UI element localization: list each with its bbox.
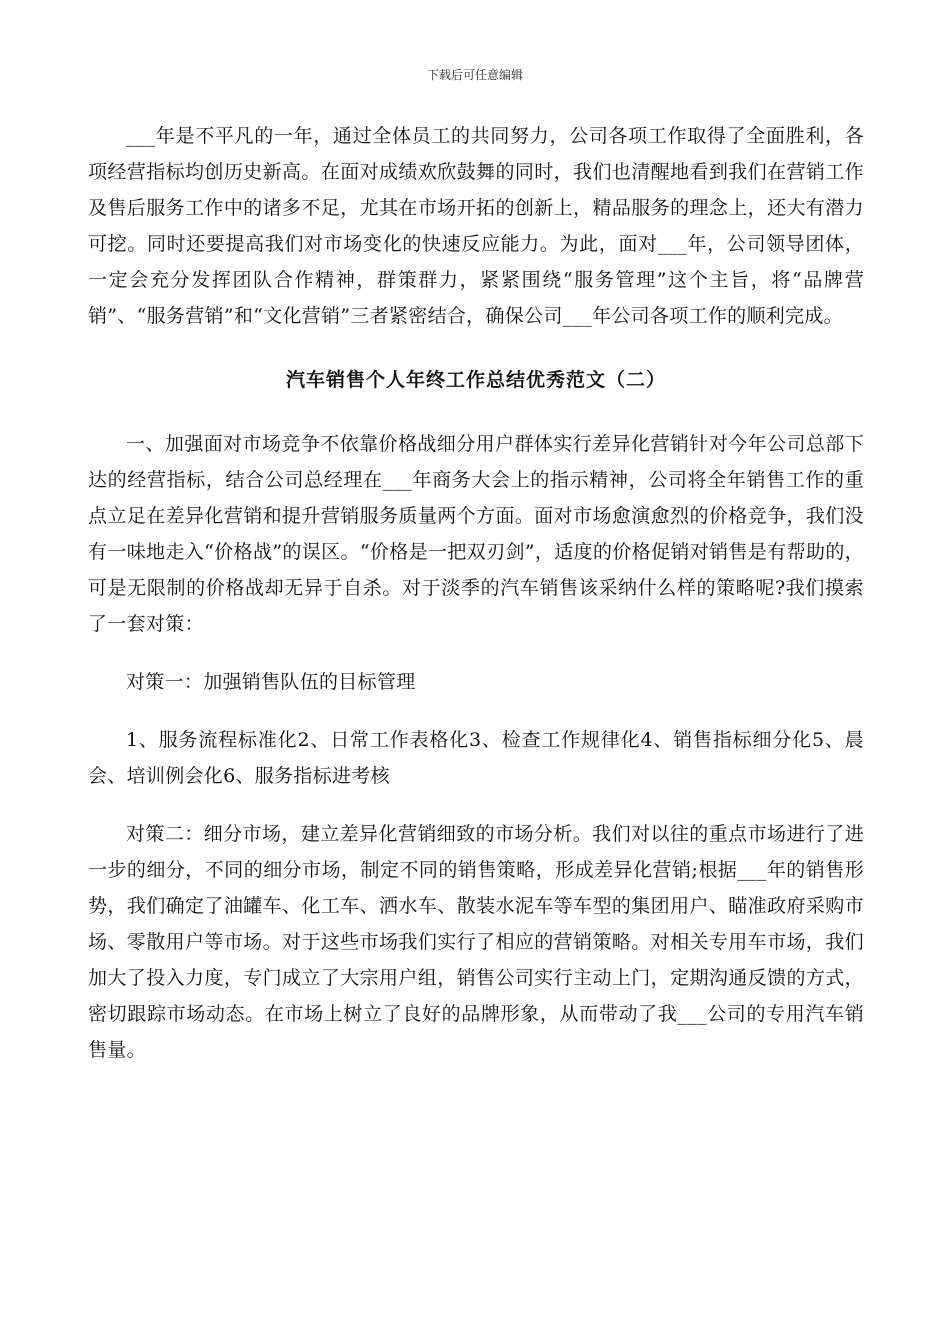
paragraph-strategy-one-heading: 对策一：加强销售队伍的目标管理: [126, 671, 416, 693]
paragraph-strategy-two: 对策二：细分市场，建立差异化营销细致的市场分析。我们对以往的重点市场进行了进一步的细分，不同的细分市场，制定不同的销售策略，形成差异化营销;根据___年的销售形势，我们确定了油罐车、化工车、洒水车、散装水泥车等车型的集团用户、瞄准政府采购市场、零散用户等市场。对于这些市场我们实行了相应的营销策略。对相关专用车市场，我们加大了投入力度，专门成立了大宗用户组，销售公司实行主动上门，定期沟通反馈的方式，密切跟踪市场动态。在市场上树立了良好的品牌形象，从而带动了我___公司的专用汽车销售量。: [88, 823, 864, 1061]
intro-paragraph: ___年是不平凡的一年，通过全体员工的共同努力，公司各项工作取得了全面胜利，各项经营指标均创历史新高。在面对成绩欢欣鼓舞的同时，我们也清醒地看到我们在营销工作及售后服务工作中的诸多不足，尤其在市场开拓的创新上，精品服务的理念上，还大有潜力可挖。同时还要提高我们对市场变化的快速反应能力。为此，面对___年，公司领导团体，一定会充分发挥团队合作精神，群策群力，紧紧围绕“服务管理”这个主旨，将“品牌营销”、“服务营销”和“文化营销”三者紧密结合，确保公司___年公司各项工作的顺利完成。: [88, 125, 864, 327]
document-body: [88, 118, 864, 1068]
header-note: 下载后可任意编辑: [426, 68, 523, 82]
paragraph-strategy-one-items: 1、服务流程标准化2、日常工作表格化3、检查工作规律化4、销售指标细分化5、晨会、培训例会化6、服务指标进考核: [88, 729, 864, 787]
section-title: 汽车销售个人年终工作总结优秀范文（二）: [285, 369, 666, 391]
paragraph-strategy-intro: 一、加强面对市场竞争不依靠价格战细分用户群体实行差异化营销针对今年公司总部下达的经营指标，结合公司总经理在___年商务大会上的指示精神，公司将全年销售工作的重点立足在差异化营销和提升营销服务质量两个方面。面对市场愈演愈烈的价格竞争，我们没有一味地走入“价格战”的误区。“价格是一把双刃剑”，适度的价格促销对销售是有帮助的，可是无限制的价格战却无异于自杀。对于淡季的汽车销售该采纳什么样的策略呢?我们摸索了一套对策：: [88, 433, 864, 635]
